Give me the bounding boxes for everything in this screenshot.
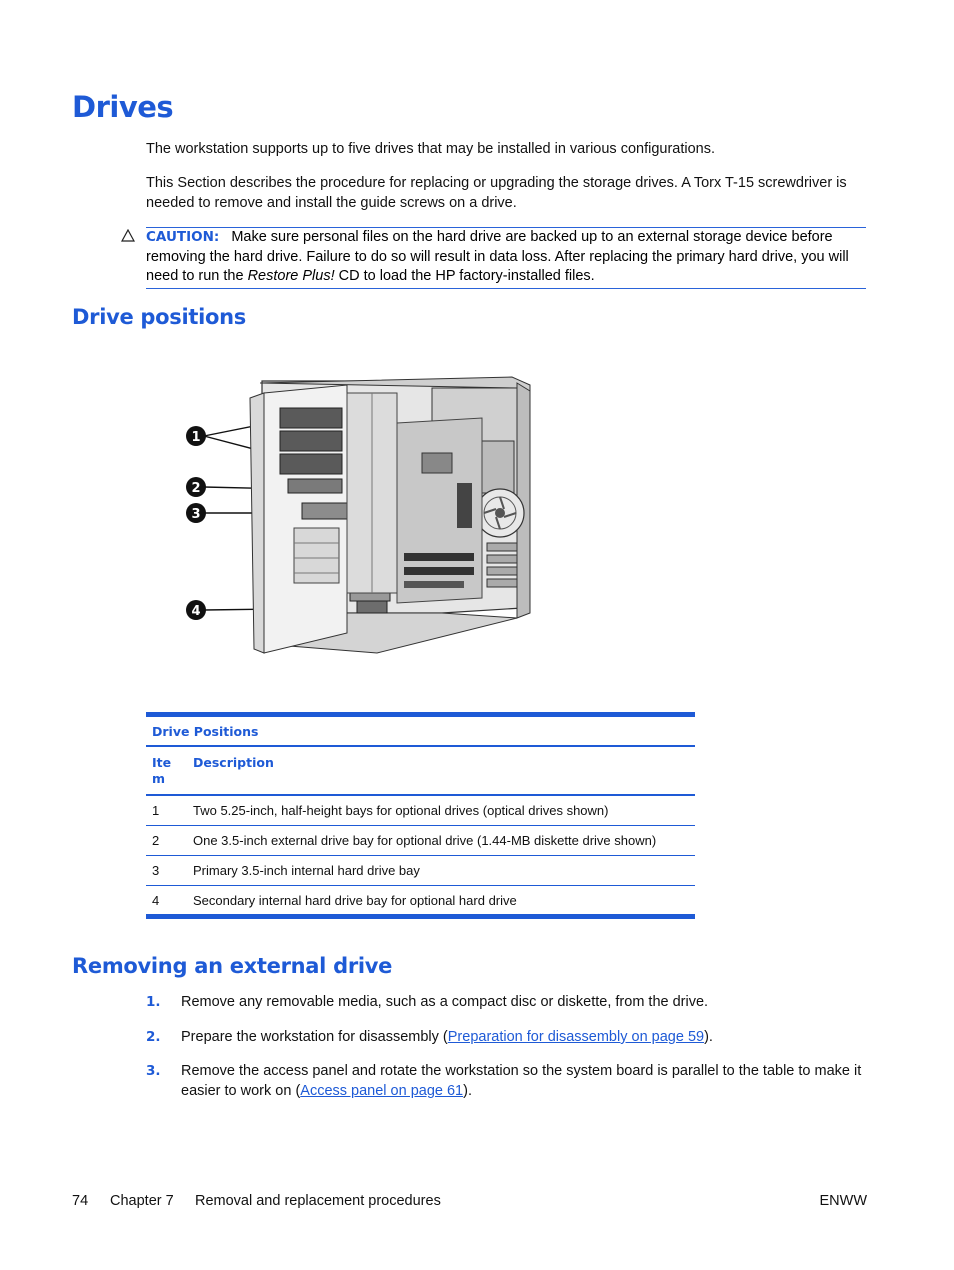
step-text (181, 993, 866, 1013)
footer-chapter-title: Removal and replacement procedures (195, 1193, 441, 1209)
step-text (181, 1028, 866, 1048)
section-heading-drive-positions: Drive positions (72, 305, 247, 329)
step-number: 2. (146, 1029, 161, 1045)
step-number: 1. (146, 994, 161, 1010)
drive-positions-table (146, 712, 695, 919)
table-row (146, 886, 695, 919)
table-row (146, 826, 695, 856)
row-item: 3 (152, 863, 160, 878)
workstation-chassis-figure (182, 363, 542, 655)
callout-1-label: 1 (191, 430, 201, 445)
step-text-after: ). (463, 1082, 472, 1099)
row-description: Primary 3.5-inch internal hard drive bay (193, 863, 420, 878)
caution-label: CAUTION: (146, 229, 220, 245)
header-item: Ite m (152, 755, 172, 786)
row-item: 1 (152, 803, 160, 818)
footer-enww: ENWW (819, 1193, 867, 1209)
link-preparation-for-disassembly[interactable]: Preparation for disassembly on page 59 (447, 1029, 705, 1045)
page-title: Drives (72, 90, 174, 124)
callout-4 (186, 600, 206, 620)
step-2 (146, 1028, 866, 1048)
footer-page-number: 74 (72, 1193, 89, 1209)
chassis-body (250, 377, 530, 653)
row-item: 4 (152, 893, 160, 908)
row-description: Secondary internal hard drive bay for optional hard drive (193, 893, 517, 908)
step-text-after: ). (704, 1029, 713, 1045)
caution-triangle-icon (121, 229, 135, 246)
step-text-before: Remove any removable media, such as a compact disc or diskette, from the drive. (181, 994, 709, 1010)
caution-italic: Restore Plus! (247, 268, 335, 284)
step-text-before: Remove the access panel and rotate the workstation so the system board is parallel to the table to make it easier to work on ( (181, 1063, 862, 1099)
row-item: 2 (152, 833, 160, 848)
table-row (146, 796, 695, 826)
callout-1 (186, 426, 206, 446)
step-text (181, 1062, 866, 1101)
intro-paragraph-1: The workstation supports up to five drives that may be installed in various configurations. (146, 141, 716, 157)
row-description: One 3.5-inch external drive bay for optional drive (1.44-MB diskette drive shown) (193, 833, 657, 848)
table-caption: Drive Positions (146, 717, 695, 747)
callout-2 (186, 477, 206, 497)
step-number: 3. (146, 1063, 161, 1079)
header-description: Description (193, 755, 274, 770)
step-text-before: Prepare the workstation for disassembly ( (181, 1029, 448, 1045)
caution-text-after: CD to load the HP factory-installed files. (334, 268, 595, 284)
callout-3 (186, 503, 206, 523)
caution-note (146, 227, 866, 289)
table-header (146, 747, 695, 796)
caution-text-before: Make sure personal files on the hard drive are backed up to an external storage device before removing the hard drive. Failure to do so will result in data loss. After replacing the primary hard drive, you will need to run the (146, 229, 849, 284)
callout-2-label: 2 (191, 481, 201, 496)
callout-4-label: 4 (191, 604, 201, 619)
table-row (146, 856, 695, 886)
intro-paragraph-2: This Section describes the procedure for replacing or upgrading the storage drives. A Torx T-15 screwdriver is needed to remove and install the guide screws on a drive. (146, 175, 847, 211)
row-description: Two 5.25-inch, half-height bays for optional drives (optical drives shown) (193, 803, 609, 818)
step-1 (146, 993, 866, 1013)
section-heading-removing: Removing an external drive (72, 954, 393, 978)
footer-chapter: Chapter 7 (110, 1193, 174, 1209)
step-3 (146, 1062, 866, 1101)
link-access-panel[interactable]: Access panel on page 61 (300, 1082, 464, 1099)
callout-3-label: 3 (191, 507, 201, 522)
